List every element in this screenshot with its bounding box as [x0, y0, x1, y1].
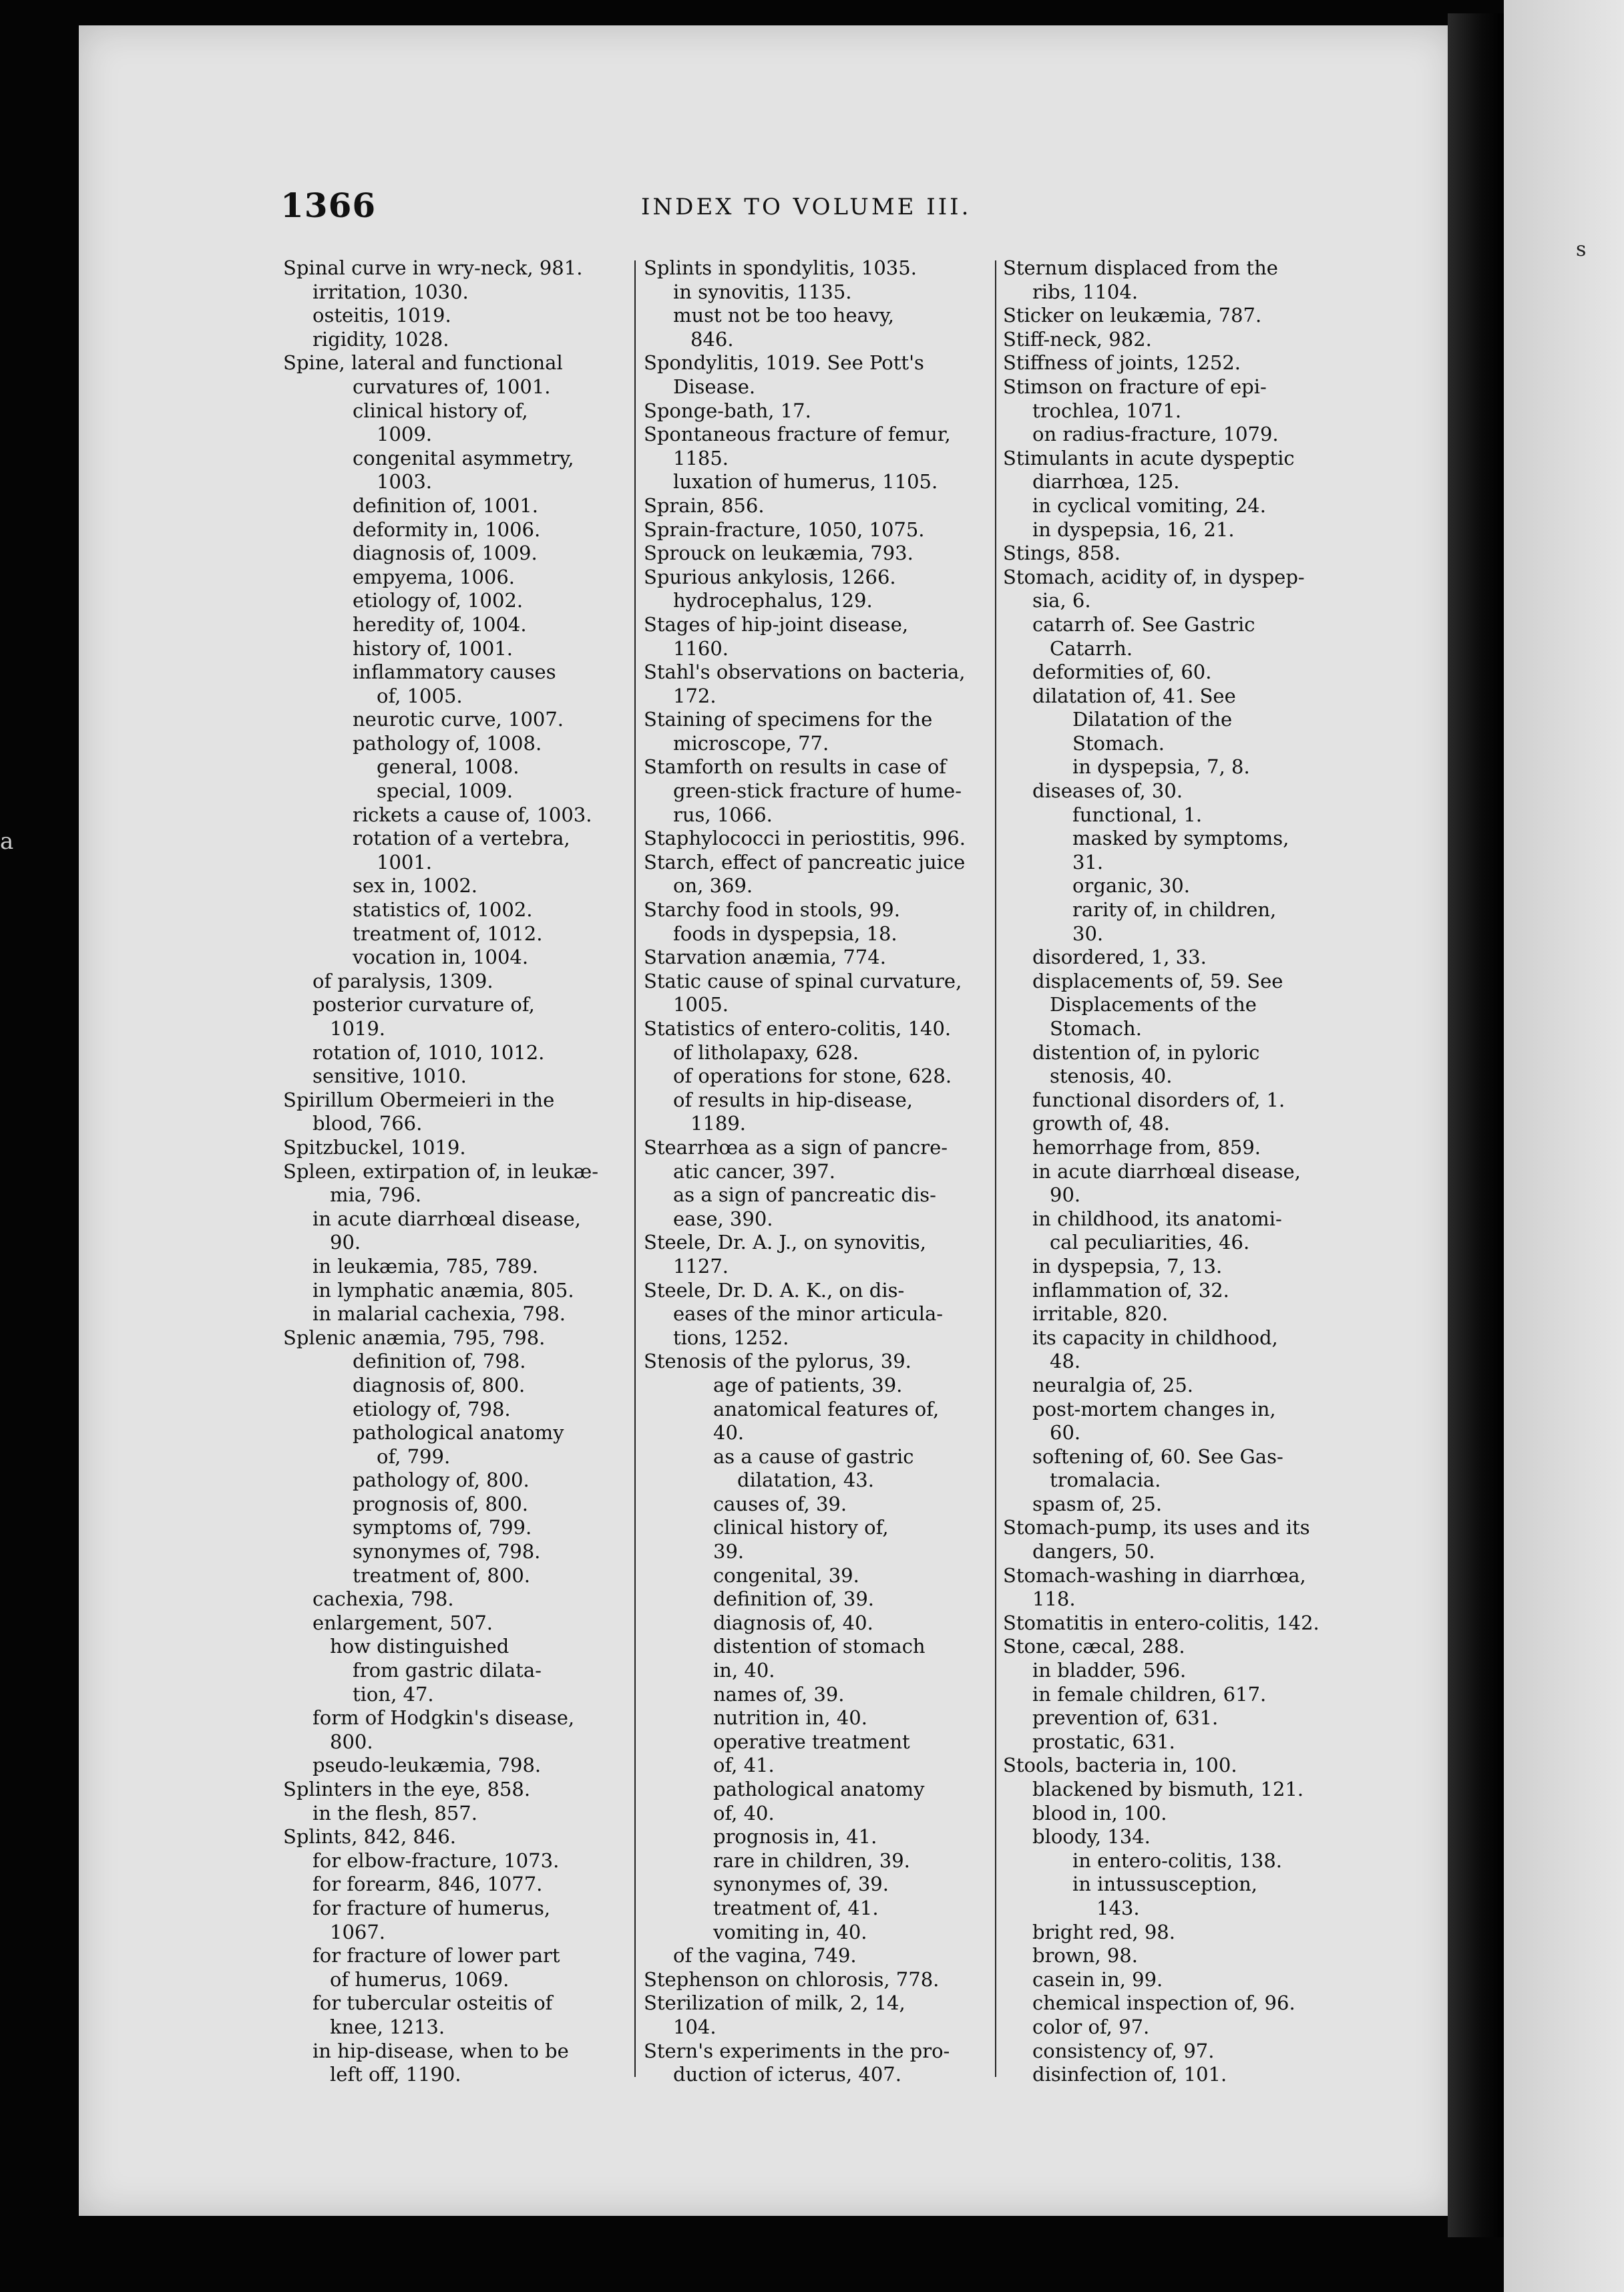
index-entry: deformity in, 1006.: [353, 518, 541, 541]
index-entry: 1189.: [690, 1112, 747, 1135]
index-entry: 1127.: [673, 1254, 729, 1278]
index-entry: Statistics of entero-colitis, 140.: [644, 1017, 952, 1040]
index-entry: Catarrh.: [1050, 636, 1133, 660]
left-margin-mark: a: [0, 828, 14, 855]
index-entry: Static cause of spinal curvature,: [644, 969, 962, 992]
index-entry: eases of the minor articula-: [673, 1302, 944, 1326]
index-entry: treatment of, 800.: [353, 1563, 530, 1587]
index-entry: neurotic curve, 1007.: [353, 708, 564, 731]
index-entry: displacements of, 59. See: [1032, 969, 1283, 992]
index-entry: green-stick fracture of hume-: [673, 779, 962, 803]
index-entry: enlargement, 507.: [313, 1611, 493, 1634]
index-entry: operative treatment: [713, 1730, 910, 1753]
index-entry: pseudo-leukæmia, 798.: [313, 1754, 542, 1777]
index-entry: in leukæmia, 785, 789.: [313, 1254, 538, 1278]
index-entry: softening of, 60. See Gas-: [1032, 1445, 1283, 1468]
index-entry: of operations for stone, 628.: [673, 1065, 952, 1088]
index-entry: in dyspepsia, 16, 21.: [1032, 518, 1235, 541]
index-entry: in malarial cachexia, 798.: [313, 1302, 566, 1326]
index-entry: Spondylitis, 1019. See Pott's: [644, 351, 924, 375]
index-entry: diagnosis of, 1009.: [353, 542, 538, 565]
index-entry: Sprouck on leukæmia, 793.: [644, 542, 914, 565]
index-entry: causes of, 39.: [713, 1492, 847, 1515]
index-entry: in lymphatic anæmia, 805.: [313, 1278, 574, 1302]
index-entry: osteitis, 1019.: [313, 304, 451, 327]
index-entry: prevention of, 631.: [1032, 1706, 1219, 1730]
index-entry: heredity of, 1004.: [353, 612, 527, 636]
index-entry: definition of, 798.: [353, 1350, 526, 1373]
index-entry: 90.: [330, 1231, 361, 1254]
index-entry: pathological anatomy: [713, 1778, 925, 1800]
index-entry: empyema, 1006.: [353, 565, 516, 588]
index-entry: irritable, 820.: [1032, 1302, 1169, 1326]
index-entry: 1001.: [377, 850, 433, 874]
index-entry: on, 369.: [673, 874, 753, 898]
index-entry: Stiffness of joints, 1252.: [1003, 351, 1241, 375]
index-entry: for fracture of humerus,: [313, 1896, 551, 1919]
index-entry: distention of, in pyloric: [1032, 1040, 1260, 1064]
index-entry: Spurious ankylosis, 1266.: [644, 565, 896, 588]
index-entry: sia, 6.: [1032, 589, 1091, 612]
right-margin-mark: s: [1576, 238, 1587, 261]
index-entry: casein in, 99.: [1032, 1967, 1163, 1991]
index-entry: Sponge-bath, 17.: [644, 399, 811, 422]
index-entry: of the vagina, 749.: [673, 1944, 857, 1967]
index-entry: irritation, 1030.: [313, 280, 469, 303]
index-entry: sensitive, 1010.: [313, 1065, 467, 1088]
index-entry: of litholapaxy, 628.: [673, 1040, 859, 1064]
index-entry: hydrocephalus, 129.: [673, 589, 873, 612]
index-entry: 1009.: [377, 423, 433, 446]
index-entry: bright red, 98.: [1032, 1920, 1175, 1943]
index-entry: organic, 30.: [1072, 874, 1190, 898]
index-entry: Splinters in the eye, 858.: [283, 1778, 531, 1800]
index-entry: diagnosis of, 800.: [353, 1373, 526, 1396]
index-entry: treatment of, 41.: [713, 1896, 879, 1919]
index-entry: rotation of a vertebra,: [353, 827, 570, 850]
index-entry: in hip-disease, when to be: [313, 2039, 569, 2062]
index-entry: names of, 39.: [713, 1682, 845, 1706]
index-entry: spasm of, 25.: [1032, 1492, 1163, 1515]
column-rule: [995, 260, 996, 2077]
index-entry: Stenosis of the pylorus, 39.: [644, 1350, 911, 1373]
index-entry: brown, 98.: [1032, 1944, 1138, 1967]
index-entry: rickets a cause of, 1003.: [353, 803, 592, 826]
index-entry: Starchy food in stools, 99.: [644, 898, 900, 922]
index-entry: symptoms of, 799.: [353, 1516, 532, 1539]
index-entry: trochlea, 1071.: [1032, 399, 1182, 422]
index-entry: nutrition in, 40.: [713, 1706, 867, 1730]
index-entry: treatment of, 1012.: [353, 922, 543, 945]
index-column-2: [644, 256, 986, 2087]
index-entry: of, 1005.: [377, 684, 463, 707]
index-entry: in dyspepsia, 7, 8.: [1072, 755, 1250, 779]
index-entry: in synovitis, 1135.: [673, 280, 852, 303]
index-entry: microscope, 77.: [673, 731, 829, 755]
index-entry: from gastric dilata-: [353, 1659, 542, 1682]
index-entry: as a cause of gastric: [713, 1445, 914, 1468]
index-entry: Dilatation of the: [1072, 708, 1233, 731]
index-entry: tions, 1252.: [673, 1326, 789, 1349]
index-entry: Stomach-pump, its uses and its: [1003, 1516, 1310, 1539]
index-entry: Stearrhœa as a sign of pancre-: [644, 1135, 948, 1159]
index-entry: in dyspepsia, 7, 13.: [1032, 1254, 1223, 1278]
index-entry: consistency of, 97.: [1032, 2039, 1215, 2062]
index-entry: diarrhœa, 125.: [1032, 470, 1180, 494]
index-entry: disordered, 1, 33.: [1032, 946, 1207, 969]
index-entry: Steele, Dr. A. J., on synovitis,: [644, 1231, 926, 1254]
index-entry: chemical inspection of, 96.: [1032, 1991, 1295, 2015]
index-entry: in the flesh, 857.: [313, 1801, 477, 1825]
index-entry: blood in, 100.: [1032, 1801, 1167, 1825]
index-entry: Stiff-neck, 982.: [1003, 327, 1152, 351]
index-entry: Stern's experiments in the pro-: [644, 2039, 950, 2062]
index-entry: stenosis, 40.: [1050, 1065, 1173, 1088]
index-entry: ease, 390.: [673, 1207, 773, 1230]
index-entry: tion, 47.: [353, 1682, 434, 1706]
index-entry: congenital asymmetry,: [353, 446, 574, 469]
index-entry: ribs, 1104.: [1032, 280, 1139, 303]
index-entry: clinical history of,: [353, 399, 528, 422]
index-entry: diseases of, 30.: [1032, 779, 1183, 803]
index-entry: 1160.: [673, 636, 729, 660]
index-entry: Spontaneous fracture of femur,: [644, 423, 951, 446]
index-entry: Staphylococci in periostitis, 996.: [644, 827, 966, 850]
index-entry: Sticker on leukæmia, 787.: [1003, 304, 1262, 327]
index-entry: Stomach.: [1050, 1017, 1142, 1040]
index-entry: distention of stomach: [713, 1635, 926, 1658]
index-entry: 40.: [713, 1421, 745, 1445]
gutter-shadow: [1448, 13, 1504, 2237]
index-entry: Staining of specimens for the: [644, 708, 933, 731]
index-entry: of, 41.: [713, 1754, 775, 1777]
index-entry: of results in hip-disease,: [673, 1088, 913, 1111]
index-entry: synonymes of, 39.: [713, 1873, 889, 1896]
index-entry: rotation of, 1010, 1012.: [313, 1040, 545, 1064]
index-entry: Stimson on fracture of epi-: [1003, 375, 1267, 398]
index-entry: Stephenson on chlorosis, 778.: [644, 1967, 940, 1991]
index-entry: 143.: [1096, 1896, 1140, 1919]
index-entry: for tubercular osteitis of: [313, 1991, 553, 2015]
index-entry: Splints, 842, 846.: [283, 1825, 456, 1849]
index-entry: in acute diarrhœal disease,: [313, 1207, 581, 1230]
index-entry: how distinguished: [330, 1635, 510, 1658]
index-entry: knee, 1213.: [330, 2015, 445, 2038]
index-entry: inflammatory causes: [353, 660, 556, 684]
index-entry: in bladder, 596.: [1032, 1659, 1187, 1682]
index-entry: Splints in spondylitis, 1035.: [644, 256, 917, 279]
index-entry: prognosis of, 800.: [353, 1492, 529, 1515]
index-column-3: [1003, 256, 1344, 2087]
index-entry: in childhood, its anatomi-: [1032, 1207, 1282, 1230]
index-entry: Disease.: [673, 375, 756, 398]
index-entry: Stomach.: [1072, 731, 1165, 755]
index-entry: vomiting in, 40.: [713, 1920, 867, 1943]
index-entry: Displacements of the: [1050, 993, 1257, 1016]
index-entry: must not be too heavy,: [673, 304, 894, 327]
index-entry: 39.: [713, 1540, 745, 1563]
index-entry: Sprain-fracture, 1050, 1075.: [644, 518, 925, 541]
index-entry: Spinal curve in wry-neck, 981.: [283, 256, 583, 279]
index-entry: of paralysis, 1309.: [313, 969, 493, 992]
index-entry: inflammation of, 32.: [1032, 1278, 1229, 1302]
index-entry: dilatation, 43.: [737, 1469, 874, 1492]
index-entry: pathological anatomy: [353, 1421, 564, 1445]
index-entry: Sprain, 856.: [644, 494, 765, 517]
index-entry: rare in children, 39.: [713, 1849, 910, 1872]
page-header: [280, 186, 1456, 239]
index-entry: of humerus, 1069.: [330, 1967, 510, 1991]
index-entry: Spleen, extirpation of, in leukæ-: [283, 1159, 599, 1183]
running-title: INDEX TO VOLUME III.: [641, 194, 972, 220]
index-entry: growth of, 48.: [1032, 1112, 1170, 1135]
index-entry: on radius-fracture, 1079.: [1032, 423, 1279, 446]
index-entry: cachexia, 798.: [313, 1587, 454, 1611]
index-entry: diagnosis of, 40.: [713, 1611, 873, 1634]
index-entry: bloody, 134.: [1032, 1825, 1151, 1849]
index-entry: in acute diarrhœal disease,: [1032, 1159, 1301, 1183]
index-entry: 800.: [330, 1730, 373, 1753]
index-entry: rarity of, in children,: [1072, 898, 1277, 922]
index-entry: general, 1008.: [377, 755, 520, 779]
index-entry: mia, 796.: [330, 1183, 422, 1207]
index-entry: 30.: [1072, 922, 1104, 945]
page-number: 1366: [280, 186, 377, 225]
index-entry: 60.: [1050, 1421, 1081, 1445]
index-entry: vocation in, 1004.: [353, 946, 529, 969]
index-entry: 104.: [673, 2015, 717, 2038]
index-entry: Stimulants in acute dyspeptic: [1003, 446, 1295, 469]
index-entry: tromalacia.: [1050, 1469, 1161, 1492]
index-entry: masked by symptoms,: [1072, 827, 1289, 850]
index-entry: blood, 766.: [313, 1112, 423, 1135]
index-entry: definition of, 1001.: [353, 494, 538, 517]
index-entry: Stomatitis in entero-colitis, 142.: [1003, 1611, 1320, 1634]
index-entry: Stomach-washing in diarrhœa,: [1003, 1563, 1306, 1587]
index-entry: for fracture of lower part: [313, 1944, 560, 1967]
index-entry: etiology of, 798.: [353, 1397, 511, 1420]
index-entry: in entero-colitis, 138.: [1072, 1849, 1283, 1872]
index-entry: special, 1009.: [377, 779, 514, 803]
index-entry: 1019.: [330, 1017, 386, 1040]
index-entry: 846.: [690, 327, 734, 351]
index-entry: Stahl's observations on bacteria,: [644, 660, 966, 684]
index-entry: in intussusception,: [1072, 1873, 1258, 1896]
index-entry: blackened by bismuth, 121.: [1032, 1778, 1304, 1800]
index-entry: Spine, lateral and functional: [283, 351, 563, 375]
index-entry: for elbow-fracture, 1073.: [313, 1849, 560, 1872]
index-entry: 31.: [1072, 850, 1104, 874]
index-entry: rus, 1066.: [673, 803, 773, 826]
index-entry: post-mortem changes in,: [1032, 1397, 1276, 1420]
index-entry: luxation of humerus, 1105.: [673, 470, 938, 494]
index-entry: anatomical features of,: [713, 1397, 940, 1420]
index-entry: foods in dyspepsia, 18.: [673, 922, 897, 945]
index-entry: prognosis in, 41.: [713, 1825, 877, 1849]
index-entry: Sterilization of milk, 2, 14,: [644, 1991, 905, 2015]
index-entry: in cyclical vomiting, 24.: [1032, 494, 1266, 517]
index-entry: functional disorders of, 1.: [1032, 1088, 1285, 1111]
index-entry: clinical history of,: [713, 1516, 889, 1539]
index-entry: atic cancer, 397.: [673, 1159, 835, 1183]
index-entry: disinfection of, 101.: [1032, 2063, 1227, 2086]
index-entry: catarrh of. See Gastric: [1032, 612, 1255, 636]
index-entry: prostatic, 631.: [1032, 1730, 1175, 1753]
index-entry: 90.: [1050, 1183, 1081, 1207]
index-entry: dilatation of, 41. See: [1032, 684, 1236, 707]
index-entry: 118.: [1032, 1587, 1076, 1611]
index-entry: as a sign of pancreatic dis-: [673, 1183, 936, 1207]
index-entry: in female children, 617.: [1032, 1682, 1267, 1706]
index-entry: Stools, bacteria in, 100.: [1003, 1754, 1237, 1777]
index-entry: form of Hodgkin's disease,: [313, 1706, 575, 1730]
column-rule: [634, 260, 636, 2077]
index-entry: of, 799.: [377, 1445, 451, 1468]
index-entry: Splenic anæmia, 795, 798.: [283, 1326, 546, 1349]
index-entry: Stomach, acidity of, in dyspep-: [1003, 565, 1305, 588]
index-entry: Stone, cæcal, 288.: [1003, 1635, 1185, 1658]
index-entry: hemorrhage from, 859.: [1032, 1135, 1261, 1159]
index-entry: Spirillum Obermeieri in the: [283, 1088, 555, 1111]
index-entry: in, 40.: [713, 1659, 775, 1682]
index-entry: Sternum displaced from the: [1003, 256, 1278, 279]
index-entry: curvatures of, 1001.: [353, 375, 551, 398]
index-entry: dangers, 50.: [1032, 1540, 1155, 1563]
index-entry: Stages of hip-joint disease,: [644, 612, 909, 636]
index-entry: Spitzbuckel, 1019.: [283, 1135, 466, 1159]
index-entry: Stings, 858.: [1003, 542, 1121, 565]
index-entry: its capacity in childhood,: [1032, 1326, 1278, 1349]
index-entry: duction of icterus, 407.: [673, 2063, 901, 2086]
index-entry: synonymes of, 798.: [353, 1540, 541, 1563]
index-entry: pathology of, 1008.: [353, 731, 542, 755]
index-entry: Stamforth on results in case of: [644, 755, 947, 779]
index-entry: 48.: [1050, 1350, 1081, 1373]
index-entry: Steele, Dr. D. A. K., on dis-: [644, 1278, 905, 1302]
index-entry: deformities of, 60.: [1032, 660, 1212, 684]
index-entry: rigidity, 1028.: [313, 327, 449, 351]
index-entry: color of, 97.: [1032, 2015, 1150, 2038]
next-page-edge: [1504, 0, 1624, 2292]
index-entry: age of patients, 39.: [713, 1373, 903, 1396]
index-entry: posterior curvature of,: [313, 993, 535, 1016]
index-entry: congenital, 39.: [713, 1563, 859, 1587]
index-entry: 1005.: [673, 993, 729, 1016]
index-entry: Starvation anæmia, 774.: [644, 946, 886, 969]
index-entry: etiology of, 1002.: [353, 589, 524, 612]
index-entry: sex in, 1002.: [353, 874, 478, 898]
index-entry: 1185.: [673, 446, 729, 469]
index-entry: of, 40.: [713, 1801, 775, 1825]
index-entry: cal peculiarities, 46.: [1050, 1231, 1250, 1254]
index-entry: statistics of, 1002.: [353, 898, 533, 922]
index-entry: history of, 1001.: [353, 636, 514, 660]
index-column-1: [283, 256, 624, 2087]
index-entry: 1003.: [377, 470, 433, 494]
index-entry: for forearm, 846, 1077.: [313, 1873, 543, 1896]
index-entry: left off, 1190.: [330, 2063, 461, 2086]
index-entry: 1067.: [330, 1920, 386, 1943]
index-entry: definition of, 39.: [713, 1587, 875, 1611]
index-entry: pathology of, 800.: [353, 1469, 530, 1492]
index-entry: Starch, effect of pancreatic juice: [644, 850, 966, 874]
index-entry: neuralgia of, 25.: [1032, 1373, 1194, 1396]
index-entry: 172.: [673, 684, 717, 707]
index-entry: functional, 1.: [1072, 803, 1203, 826]
